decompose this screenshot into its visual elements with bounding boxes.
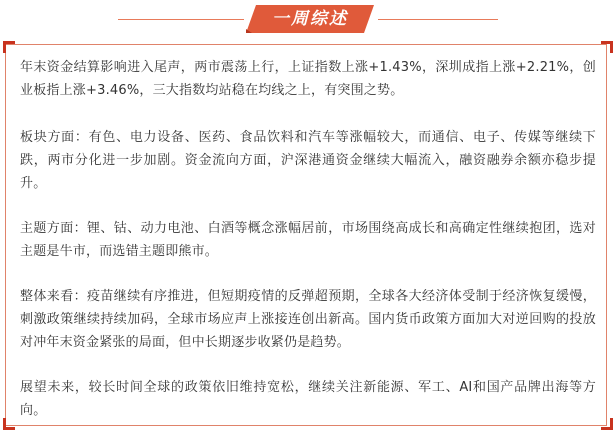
corner-bottom-left: [3, 418, 15, 430]
corner-bottom-right: [601, 418, 613, 430]
corner-top-left: [3, 41, 15, 53]
paragraph-sectors: 板块方面：有色、电力设备、医药、食品饮料和汽车等涨幅较大，而通信、电子、传媒等继续下跌，两市分化进一步加剧。资金流向方面，沪深港通资金继续大幅流入，融资融券余额亦稳步提升。: [20, 130, 596, 191]
paragraph-overall: 整体来看：疫苗继续有序推进，但短期疫情的反弹超预期，全球各大经济体受制于经济恢复缓慢，刺激政策继续持续加码，全球市场应声上涨接连创出新高。国内货币政策方面加大对逆回购的投放对冲年末资金紧张的局面，但中长期逐步收紧仍是趋势。: [20, 289, 596, 350]
page-title: 一周综述: [272, 9, 348, 29]
paragraph-market-overview: 年末资金结算影响进入尾声，两市震荡上行，上证指数上涨+1.43%，深圳成指上涨+2.21%，创业板指上涨+3.46%，三大指数均站稳在均线之上，有突围之势。: [20, 60, 596, 98]
section-header: [0, 0, 616, 40]
header-divider-right: [378, 19, 498, 20]
header-divider-left: [118, 19, 244, 20]
corner-top-right: [601, 41, 613, 53]
paragraph-themes: 主题方面：锂、钴、动力电池、白酒等概念涨幅居前，市场围绕高成长和高确定性继续抱团，选对主题是牛市，而选错主题即熊市。: [20, 221, 596, 259]
title-banner: [246, 5, 374, 33]
paragraph-outlook: 展望未来，较长时间全球的政策依旧维持宽松，继续关注新能源、军工、AI和国产品牌出海等方向。: [20, 380, 596, 418]
